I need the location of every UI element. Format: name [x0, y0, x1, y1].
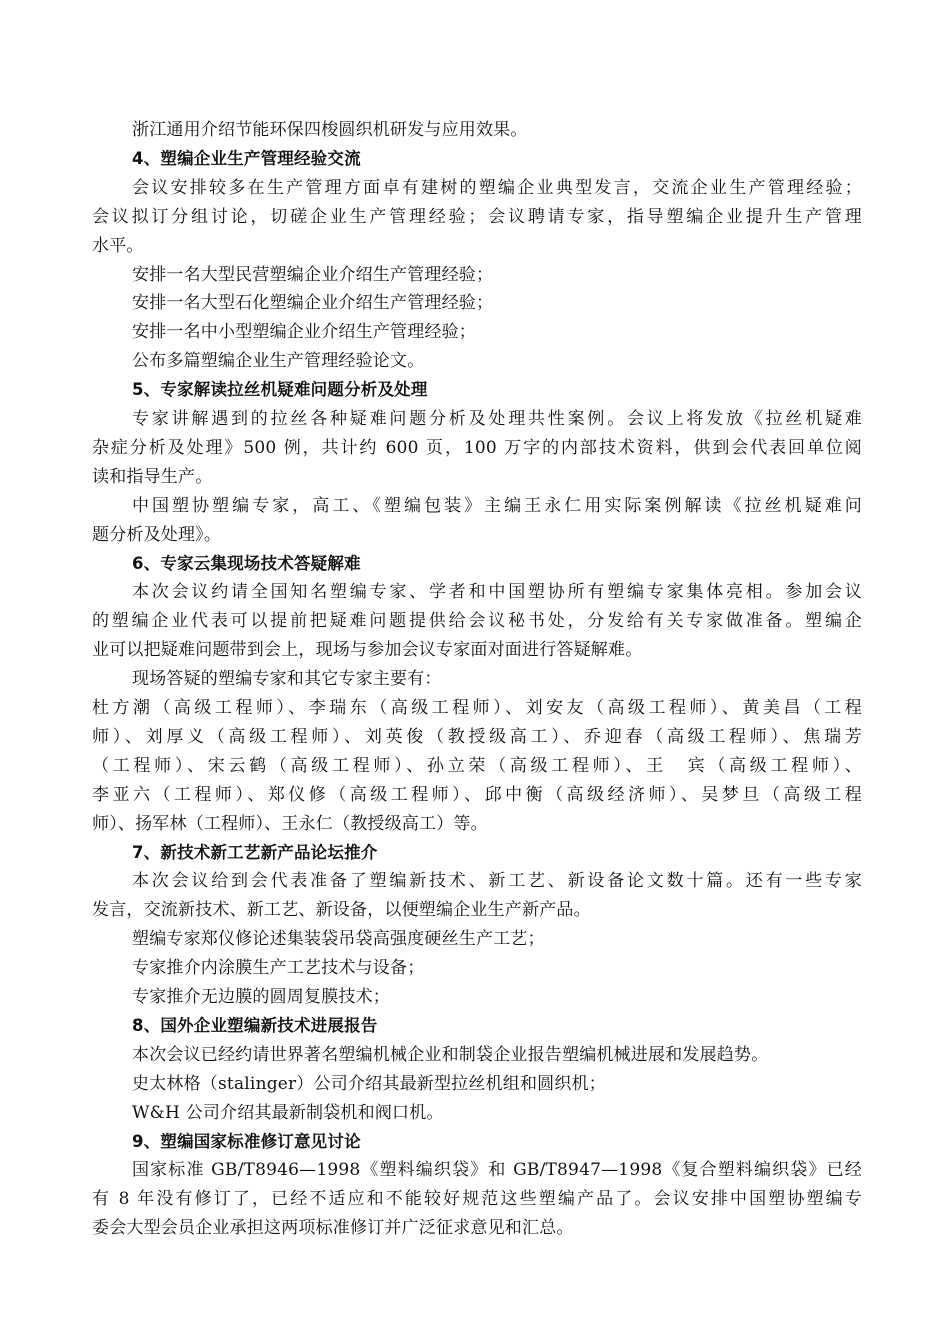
- paragraph-line: 业可以把疑难问题带到会上，现场与参加会议专家面对面进行答疑解难。: [92, 640, 643, 660]
- paragraph-line: 发言，交流新技术、新工艺、新设备，以便塑编企业生产新产品。: [92, 900, 591, 920]
- paragraph-line: 安排一名中小型塑编企业介绍生产管理经验；: [132, 322, 476, 342]
- paragraph-line: 委会大型会员企业承担这两项标准修订并广泛征求意见和汇总。: [92, 1218, 574, 1238]
- paragraph-line: 有 8 年没有修订了，已经不适应和不能较好规范这些塑编产品了。会议安排中国塑协塑编专: [92, 1189, 862, 1209]
- paragraph-line: 杜方潮（高级工程师）、李瑞东（高级工程师）、刘安友（高级工程师）、黄美昌（工程: [92, 698, 862, 718]
- paragraph-line: 国家标准 GB/T8946—1998《塑料编织袋》和 GB/T8947—1998《复合塑料编织袋》已经: [132, 1160, 862, 1180]
- paragraph-line: 的塑编企业代表可以提前把疑难问题提供给会议秘书处，分发给有关专家做准备。塑编企: [92, 611, 862, 631]
- paragraph-line: 安排一名大型石化塑编企业介绍生产管理经验；: [132, 293, 494, 313]
- paragraph-line: 专家推介内涂膜生产工艺技术与设备；: [132, 958, 425, 978]
- paragraph-line: 水平。: [92, 236, 144, 256]
- paragraph-line: 本次会议已经约请世界著名塑编机械企业和制袋企业报告塑编机械进展和发展趋势。: [132, 1045, 769, 1065]
- paragraph-line: W&H 公司介绍其最新制袋机和阀口机。: [132, 1103, 444, 1123]
- paragraph-line: 本次会议约请全国知名塑编专家、学者和中国塑协所有塑编专家集体亮相。参加会议: [132, 582, 862, 602]
- paragraph-line: 本次会议给到会代表准备了塑编新技术、新工艺、新设备论文数十篇。还有一些专家: [132, 871, 862, 891]
- paragraph-line: 现场答疑的塑编专家和其它专家主要有：: [132, 669, 442, 689]
- paragraph-line: 专家讲解遇到的拉丝各种疑难问题分析及处理共性案例。会议上将发放《拉丝机疑难: [132, 409, 862, 429]
- paragraph-line: 会议安排较多在生产管理方面卓有建树的塑编企业典型发言，交流企业生产管理经验；: [132, 178, 862, 198]
- paragraph-line: 公布多篇塑编企业生产管理经验论文。: [132, 351, 425, 371]
- paragraph-line: 塑编专家郑仪修论述集装袋吊袋高强度硬丝生产工艺；: [132, 929, 545, 949]
- section-heading: 4、塑编企业生产管理经验交流: [132, 149, 361, 168]
- paragraph-line: 安排一名大型民营塑编企业介绍生产管理经验；: [132, 265, 494, 285]
- paragraph-line: 杂症分析及处理》500 例，共计约 600 页，100 万字的内部技术资料，供到会代表回单位阅: [92, 438, 862, 458]
- section-heading: 5、专家解读拉丝机疑难问题分析及处理: [132, 380, 428, 399]
- paragraph-line: 题分析及处理》。: [92, 525, 222, 545]
- paragraph-line: 专家推介无边膜的圆周复膜技术；: [132, 987, 390, 1007]
- paragraph-line: 师）、刘厚义（高级工程师）、刘英俊（教授级高工）、乔迎春（高级工程师）、焦瑞芳: [92, 727, 862, 747]
- paragraph-line: 中国塑协塑编专家，高工、《塑编包装》主编王永仁用实际案例解读《拉丝机疑难问: [132, 496, 862, 516]
- section-heading: 6、专家云集现场技术答疑解难: [132, 554, 361, 573]
- paragraph-line: 会议拟订分组讨论，切磋企业生产管理经验；会议聘请专家，指导塑编企业提升生产管理: [92, 207, 862, 227]
- paragraph-line: 读和指导生产。: [92, 467, 213, 487]
- section-heading: 8、国外企业塑编新技术进展报告: [132, 1016, 378, 1035]
- section-heading: 9、塑编国家标准修订意见讨论: [132, 1132, 361, 1151]
- paragraph-line: 史太林格（stalinger）公司介绍其最新型拉丝机组和圆织机；: [132, 1074, 606, 1094]
- paragraph-line: 浙江通用介绍节能环保四梭圆织机研发与应用效果。: [132, 120, 528, 140]
- section-heading: 7、新技术新工艺新产品论坛推介: [132, 843, 378, 862]
- paragraph-line: （工程师）、宋云鹤（高级工程师）、孙立荣（高级工程师）、王 宾（高级工程师）、: [92, 756, 862, 776]
- paragraph-line: 李亚六（工程师）、郑仪修（高级工程师）、邱中衡（高级经济师）、吴梦旦（高级工程: [92, 785, 862, 805]
- paragraph-line: 师）、扬军林（工程师）、王永仁（教授级高工）等。: [92, 814, 488, 834]
